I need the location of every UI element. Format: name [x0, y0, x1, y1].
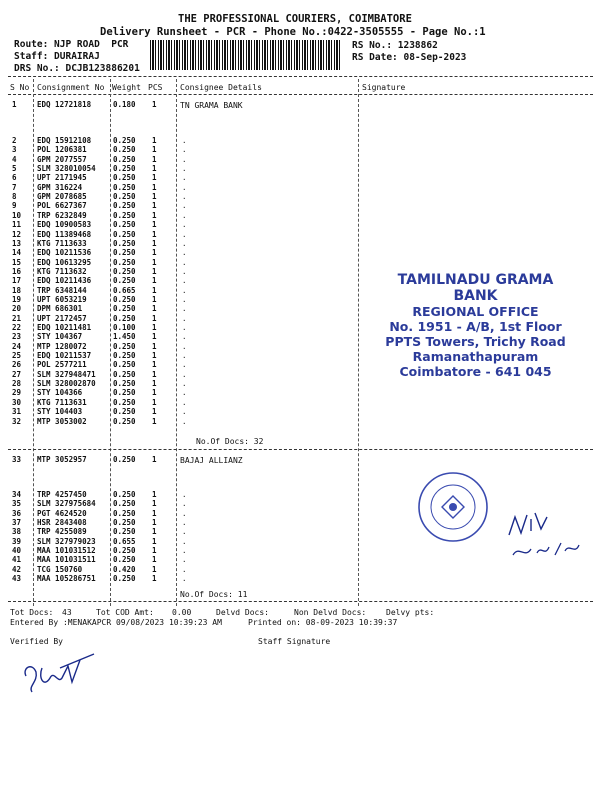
row-dot: . [182, 173, 187, 183]
row-weight: 0.250 [113, 192, 136, 202]
row-weight: 0.250 [113, 229, 136, 239]
row-consignment-no: TRP 6232849 [37, 210, 87, 220]
row-sno: 11 [12, 220, 22, 230]
row-dot: . [182, 238, 187, 248]
row-consignment-no: KTG 7113632 [37, 266, 87, 276]
row-pcs: 1 [152, 360, 157, 370]
row-pcs: 1 [152, 341, 157, 351]
non-delvd-docs: Non Delvd Docs: [294, 608, 367, 617]
row-dot: . [182, 341, 187, 351]
row-consignment-no: POL 6627367 [37, 201, 87, 211]
row-consignment-no: STY 104403 [37, 407, 83, 417]
row-consignment-no: SLM 328010054 [37, 164, 96, 174]
row-dot: . [182, 304, 187, 314]
rs-number: RS No.: 1238862 [352, 40, 438, 51]
row-weight: 0.250 [113, 154, 136, 164]
row-pcs: 1 [152, 304, 157, 314]
row-sno: 33 [12, 455, 22, 464]
row-weight: 0.250 [113, 164, 136, 174]
row-weight: 0.250 [113, 574, 136, 584]
row-dot: . [182, 182, 187, 192]
verified-by: Verified By [10, 637, 63, 646]
row-pcs: 1 [152, 229, 157, 239]
row-sno: 35 [12, 499, 22, 509]
row-sno: 37 [12, 518, 22, 528]
row-weight: 0.250 [113, 248, 136, 258]
row-dot: . [182, 145, 187, 155]
row-pcs: 1 [152, 490, 157, 499]
row-weight: 0.250 [113, 341, 136, 351]
col-signature: Signature [362, 83, 406, 92]
row-consignment-no: MAA 105286751 [37, 574, 96, 584]
entered-by: Entered By :MENAKAPCR 09/08/2023 10:39:23 AM [10, 618, 222, 627]
row-weight: 0.250 [113, 407, 136, 417]
row-pcs: 1 [152, 407, 157, 417]
row-pcs: 1 [152, 574, 157, 584]
row-pcs: 1 [152, 201, 157, 211]
row-sno: 32 [12, 416, 22, 426]
row-sno: 39 [12, 536, 22, 546]
row-consignment-no: MTP 3052957 [37, 455, 87, 464]
row-consignment-no: EDQ 10211537 [37, 351, 92, 361]
row-sno: 3 [12, 145, 17, 155]
row-sno: 22 [12, 323, 22, 332]
row-dot: . [182, 369, 187, 379]
row-weight: 0.250 [113, 220, 136, 230]
row-pcs: 1 [152, 546, 157, 556]
row-sno: 34 [12, 490, 22, 499]
row-pcs: 1 [152, 555, 157, 565]
col-pcs: PCS [148, 83, 163, 92]
row-pcs: 1 [152, 313, 157, 323]
row-sno: 42 [12, 564, 22, 574]
row-dot: . [182, 192, 187, 202]
col-sno: S No [10, 83, 30, 92]
row-pcs: 1 [152, 210, 157, 220]
stamp-line: Coimbatore - 641 045 [399, 364, 552, 379]
row-weight: 0.250 [113, 145, 136, 155]
row-weight: 0.250 [113, 369, 136, 379]
row-consignment-no: MAA 101031511 [37, 555, 96, 565]
row-weight: 0.250 [113, 508, 136, 518]
row-consignment-no: UPT 6053219 [37, 294, 87, 304]
divider [8, 76, 593, 77]
row-weight: 0.250 [113, 490, 136, 499]
row-dot: . [182, 518, 187, 528]
row-weight: 0.665 [113, 285, 136, 295]
row-pcs: 1 [152, 518, 157, 528]
row-pcs: 1 [152, 173, 157, 183]
row-dot: . [182, 397, 187, 407]
row-weight: 0.250 [113, 388, 136, 398]
row-pcs: 1 [152, 164, 157, 174]
row-weight: 0.250 [113, 313, 136, 323]
stamp-line: REGIONAL OFFICE [412, 304, 539, 319]
row-sno: 29 [12, 388, 22, 398]
row-weight: 1.450 [113, 332, 136, 342]
row-dot: . [182, 210, 187, 220]
row-pcs: 1 [152, 332, 157, 342]
row-sno: 5 [12, 164, 17, 174]
row-dot: . [182, 379, 187, 389]
row-consignment-no: EDQ 11389468 [37, 229, 92, 239]
row-consignment-no: EDQ 12721818 [37, 100, 92, 109]
row-pcs: 1 [152, 323, 157, 332]
row-pcs: 1 [152, 238, 157, 248]
route: Route: NJP ROAD PCR [14, 39, 129, 50]
row-sno: 7 [12, 182, 17, 192]
row-dot: . [182, 407, 187, 417]
stamp-line: PPTS Towers, Trichy Road [385, 334, 566, 349]
row-dot: . [182, 360, 187, 370]
row-consignment-no: TRP 4257450 [37, 490, 87, 499]
row-weight: 0.420 [113, 564, 136, 574]
row-consignment-no: SLM 328002870 [37, 379, 96, 389]
row-weight: 0.180 [113, 100, 136, 109]
insurance-seal-icon [416, 470, 490, 544]
row-dot: . [182, 527, 187, 537]
tot-cod-value: 0.00 [172, 608, 192, 617]
tot-docs-label: Tot Docs: [10, 608, 54, 617]
row-sno: 43 [12, 574, 22, 584]
row-consignment-no: EDQ 10900583 [37, 220, 92, 230]
row-dot: . [182, 313, 187, 323]
row-weight: 0.250 [113, 276, 136, 286]
row-pcs: 1 [152, 455, 157, 464]
consignee-name: TN GRAMA BANK [180, 101, 243, 110]
row-dot: . [182, 508, 187, 518]
row-weight: 0.100 [113, 323, 136, 332]
row-consignment-no: UPT 2172457 [37, 313, 87, 323]
row-pcs: 1 [152, 397, 157, 407]
row-weight: 0.250 [113, 182, 136, 192]
row-consignment-no: SLM 327975684 [37, 499, 96, 509]
row-dot: . [182, 266, 187, 276]
row-consignment-no: EDQ 10211536 [37, 248, 92, 258]
column-separator [176, 79, 177, 606]
drs-number: DRS No.: DCJB123886201 [14, 63, 140, 74]
row-weight: 0.655 [113, 536, 136, 546]
row-dot: . [182, 136, 187, 145]
row-weight: 0.250 [113, 201, 136, 211]
column-separator [358, 79, 359, 606]
row-consignment-no: EDQ 10211436 [37, 276, 92, 286]
row-weight: 0.250 [113, 257, 136, 267]
row-dot: . [182, 220, 187, 230]
delvy-pts: Delvy pts: [386, 608, 435, 617]
delvd-docs: Delvd Docs: [216, 608, 269, 617]
row-sno: 19 [12, 294, 22, 304]
row-pcs: 1 [152, 416, 157, 426]
row-weight: 0.250 [113, 546, 136, 556]
docs-count: No.Of Docs: 32 [196, 437, 264, 446]
row-sno: 16 [12, 266, 22, 276]
staff-signature: Staff Signature [258, 637, 331, 646]
bank-stamp [378, 272, 573, 379]
row-consignment-no: GPM 316224 [37, 182, 83, 192]
row-dot: . [182, 201, 187, 211]
row-pcs: 1 [152, 369, 157, 379]
row-weight: 0.250 [113, 266, 136, 276]
row-sno: 20 [12, 304, 22, 314]
row-sno: 40 [12, 546, 22, 556]
divider [8, 94, 593, 95]
row-dot: . [182, 164, 187, 174]
column-separator [110, 79, 111, 606]
row-sno: 27 [12, 369, 22, 379]
row-sno: 21 [12, 313, 22, 323]
row-consignment-no: KTG 7113631 [37, 397, 87, 407]
row-pcs: 1 [152, 564, 157, 574]
row-consignment-no: MAA 101031512 [37, 546, 96, 556]
row-pcs: 1 [152, 257, 157, 267]
row-pcs: 1 [152, 220, 157, 230]
row-consignment-no: KTG 7113633 [37, 238, 87, 248]
printed-on: Printed on: 08-09-2023 10:39:37 [248, 618, 398, 627]
row-dot: . [182, 257, 187, 267]
row-sno: 24 [12, 341, 22, 351]
row-sno: 1 [12, 100, 17, 109]
row-consignment-no: STY 104366 [37, 388, 83, 398]
row-sno: 17 [12, 276, 22, 286]
row-sno: 41 [12, 555, 22, 565]
row-consignment-no: MTP 3053002 [37, 416, 87, 426]
row-weight: 0.250 [113, 210, 136, 220]
row-pcs: 1 [152, 536, 157, 546]
row-dot: . [182, 332, 187, 342]
row-sno: 36 [12, 508, 22, 518]
column-separator [33, 79, 34, 606]
row-weight: 0.250 [113, 397, 136, 407]
row-consignment-no: POL 1206381 [37, 145, 87, 155]
row-sno: 38 [12, 527, 22, 537]
row-weight: 0.250 [113, 173, 136, 183]
row-dot: . [182, 248, 187, 258]
row-pcs: 1 [152, 499, 157, 509]
row-sno: 15 [12, 257, 22, 267]
row-sno: 4 [12, 154, 17, 164]
row-dot: . [182, 276, 187, 286]
row-pcs: 1 [152, 248, 157, 258]
row-sno: 26 [12, 360, 22, 370]
row-pcs: 1 [152, 527, 157, 537]
row-weight: 0.250 [113, 360, 136, 370]
row-sno: 9 [12, 201, 17, 211]
row-dot: . [182, 499, 187, 509]
row-pcs: 1 [152, 294, 157, 304]
row-dot: . [182, 546, 187, 556]
row-consignment-no: PGT 4624520 [37, 508, 87, 518]
row-dot: . [182, 574, 187, 584]
row-consignment-no: DPM 686301 [37, 304, 83, 314]
row-dot: . [182, 555, 187, 565]
col-consignee: Consignee Details [180, 83, 262, 92]
row-pcs: 1 [152, 154, 157, 164]
row-pcs: 1 [152, 276, 157, 286]
row-consignment-no: MTP 1280072 [37, 341, 87, 351]
row-sno: 2 [12, 136, 17, 145]
row-sno: 23 [12, 332, 22, 342]
row-weight: 0.250 [113, 379, 136, 389]
row-dot: . [182, 229, 187, 239]
staff: Staff: DURAIRAJ [14, 51, 100, 62]
row-weight: 0.250 [113, 294, 136, 304]
runsheet-title: Delivery Runsheet - PCR - Phone No.:0422-3505555 - Page No.:1 [100, 26, 486, 38]
row-sno: 28 [12, 379, 22, 389]
row-pcs: 1 [152, 145, 157, 155]
stamp-line: TAMILNADU GRAMA BANK [397, 272, 554, 304]
stamp-line: Ramanathapuram [412, 349, 539, 364]
row-sno: 8 [12, 192, 17, 202]
row-weight: 0.250 [113, 136, 136, 145]
row-pcs: 1 [152, 136, 157, 145]
row-dot: . [182, 388, 187, 398]
divider [8, 449, 593, 450]
row-sno: 30 [12, 397, 22, 407]
row-consignment-no: TCG 150760 [37, 564, 83, 574]
row-weight: 0.250 [113, 304, 136, 314]
row-consignment-no: GPM 2078685 [37, 192, 87, 202]
consignee-name: BAJAJ ALLIANZ [180, 456, 243, 465]
row-dot: . [182, 285, 187, 295]
stamp-line: No. 1951 - A/B, 1st Floor [389, 319, 562, 334]
docs-count: No.Of Docs: 11 [180, 590, 248, 599]
row-pcs: 1 [152, 100, 157, 109]
row-consignment-no: EDQ 10613295 [37, 257, 92, 267]
row-dot: . [182, 154, 187, 164]
row-weight: 0.250 [113, 416, 136, 426]
row-sno: 18 [12, 285, 22, 295]
row-pcs: 1 [152, 379, 157, 389]
row-dot: . [182, 294, 187, 304]
tot-docs-value: 43 [62, 608, 72, 617]
row-consignment-no: HSR 2843408 [37, 518, 87, 528]
row-weight: 0.250 [113, 351, 136, 361]
row-consignment-no: UPT 2171945 [37, 173, 87, 183]
row-consignment-no: TRP 6348144 [37, 285, 87, 295]
row-weight: 0.250 [113, 527, 136, 537]
row-dot: . [182, 351, 187, 361]
row-consignment-no: TRP 4255089 [37, 527, 87, 537]
col-weight: Weight [112, 83, 141, 92]
row-pcs: 1 [152, 388, 157, 398]
row-sno: 12 [12, 229, 22, 239]
row-weight: 0.250 [113, 238, 136, 248]
row-consignment-no: POL 2577211 [37, 360, 87, 370]
row-consignment-no: SLM 327948471 [37, 369, 96, 379]
tot-cod-label: Tot COD Amt: [96, 608, 154, 617]
rs-date: RS Date: 08-Sep-2023 [352, 52, 467, 63]
row-consignment-no: EDQ 10211481 [37, 323, 92, 332]
divider [8, 601, 593, 602]
row-dot: . [182, 416, 187, 426]
col-consignment: Consignment No [37, 83, 105, 92]
row-dot: . [182, 536, 187, 546]
row-pcs: 1 [152, 192, 157, 202]
row-weight: 0.250 [113, 518, 136, 528]
barcode [150, 40, 340, 70]
row-pcs: 1 [152, 285, 157, 295]
row-weight: 0.250 [113, 455, 136, 464]
row-sno: 13 [12, 238, 22, 248]
company-name: THE PROFESSIONAL COURIERS, COIMBATORE [178, 13, 412, 25]
row-weight: 0.250 [113, 555, 136, 565]
row-sno: 14 [12, 248, 22, 258]
row-dot: . [182, 564, 187, 574]
row-consignment-no: STY 104367 [37, 332, 83, 342]
row-sno: 25 [12, 351, 22, 361]
row-pcs: 1 [152, 266, 157, 276]
row-pcs: 1 [152, 508, 157, 518]
row-dot: . [182, 323, 187, 332]
row-pcs: 1 [152, 182, 157, 192]
row-consignment-no: SLM 327979023 [37, 536, 96, 546]
row-sno: 31 [12, 407, 22, 417]
row-weight: 0.250 [113, 499, 136, 509]
row-consignment-no: EDQ 15912108 [37, 136, 92, 145]
row-dot: . [182, 490, 187, 499]
handwritten-signature-icon [505, 505, 585, 565]
row-pcs: 1 [152, 351, 157, 361]
row-sno: 10 [12, 210, 22, 220]
verifier-signature-icon [20, 648, 100, 698]
row-sno: 6 [12, 173, 17, 183]
row-consignment-no: GPM 2077557 [37, 154, 87, 164]
